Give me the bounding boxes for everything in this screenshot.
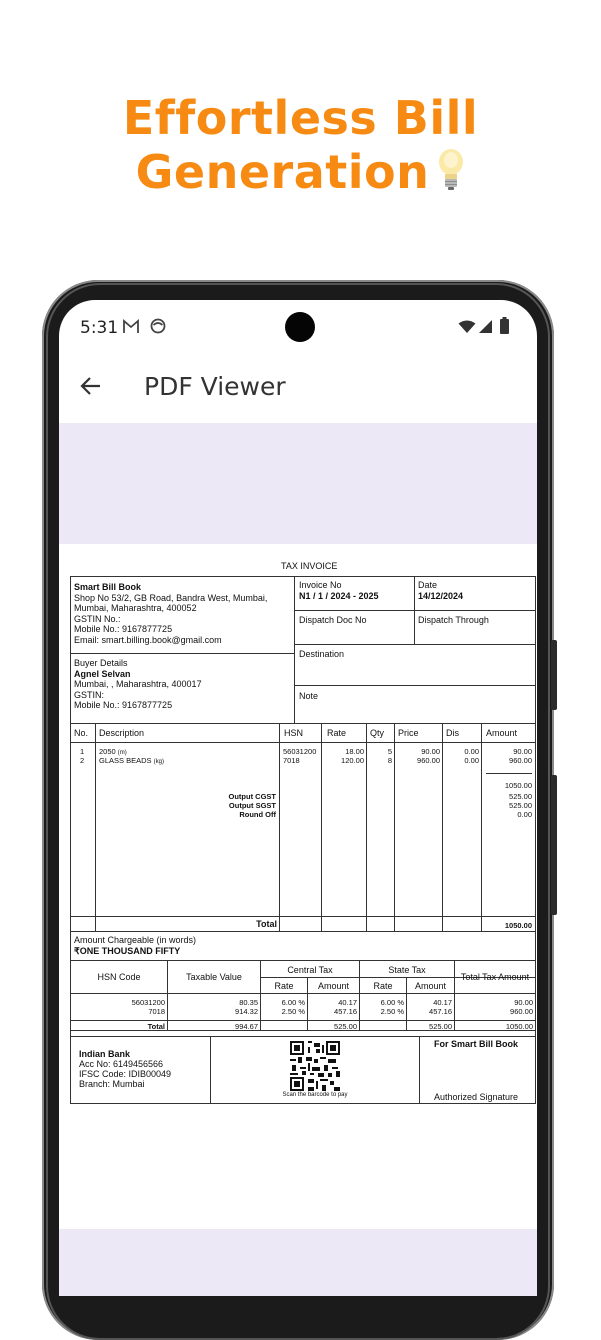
output-sgst-label: Output SGST [228,801,276,810]
seller-gstin: GSTIN No.: [74,614,121,624]
col-hsn: HSN [284,728,304,738]
output-cgst-label: Output CGST [228,792,276,801]
bank-branch: Branch: Mumbai [79,1079,145,1089]
invoice-page[interactable]: TAX INVOICE Smart Bill Book Shop No 53/2, GB Road, Bandra West, Mumbai, Mumbai, Maharashtra, 400052 GSTIN No.: Mobile No.: 9167877725 Email: smart.billing.book@gmail.com Invoice No N1 / 1 / 2024 - 2025 Date 14/12/2024 Dispatch Doc No Dispatch Through Destination Note Buyer Details Agnel Selvan Mumbai, , Maharashtra, 400017 GSTIN: Mobile No.: 9167877725 No. Description HSN Rate Qty Price Dis Amount 1 2050 (m) 56031200 18.00 5 90.00 0.00 90.00 2 GLASS BEADS (kg) 7018 120.00 8 960.00 0.00 960.00 1050.00 Output CGST 525.00 Output SGST 525.00 Round Off 0.00 Total 1050.00 Amount Chargeable (in words) ₹ONE THOUSAND FIFTY HSN Code Taxable Value Central Tax State Tax Total Tax Amount Rate Amount Rate Amount 56031200 80.35 6.00 % 40.17 6.00 % 40.17 90.00 7018 914.32 2.50 % 457.16 2.50 % 457.16 960.00 Total 994.67 525.00 525.00 1050.00 Indian Bank Acc No: 6149456566 IFSC Code: IDIB00049 Branch: Mumbai Scan the barcode to pay For Smart Bill Book Authorized Signature [59,544,537,1229]
invoice-no-label: Invoice No [299,580,342,590]
seller-email: Email: smart.billing.book@gmail.com [74,635,222,645]
front-camera [285,312,315,342]
gmail-icon [123,319,139,334]
dispatch-doc-label: Dispatch Doc No [299,615,367,625]
amount-words: ₹ONE THOUSAND FIFTY [74,946,181,956]
for-company: For Smart Bill Book [434,1039,519,1049]
amount-words-label: Amount Chargeable (in words) [74,935,197,945]
col-no: No. [74,728,89,738]
tax-taxable-value: Taxable Value [186,972,242,982]
col-qty: Qty [370,728,385,738]
tax-hsn-code: HSN Code [97,972,141,982]
status-time: 5:31 [80,318,119,338]
power-button [551,640,557,710]
buyer-mobile: Mobile No.: 9167877725 [74,700,173,710]
total: 1050.00 [504,921,532,930]
total-label: Total [256,919,277,929]
page-title: PDF Viewer [144,372,286,401]
lightbulb-icon [437,148,465,192]
battery-icon [500,317,509,334]
seller-mobile: Mobile No.: 9167877725 [74,624,173,634]
col-description: Description [99,728,145,738]
seller-name: Smart Bill Book [74,582,142,592]
col-amount: Amount [486,728,518,738]
phone-screen [59,300,537,1296]
seller-address-1: Shop No 53/2, GB Road, Bandra West, Mumbai, [74,593,268,603]
volume-button [551,775,557,915]
status-bar [59,300,537,356]
app-bar [59,356,537,422]
tax-central: Central Tax [287,965,333,975]
dispatch-through-label: Dispatch Through [418,615,489,625]
invoice-no: N1 / 1 / 2024 - 2025 [299,591,379,601]
col-rate: Rate [327,728,347,738]
bank-acc: Acc No: 6149456566 [79,1059,164,1069]
headline-line-1: Effortless Bill [122,91,479,145]
scan-text: Scan the barcode to pay [282,1092,348,1098]
buyer-label: Buyer Details [74,658,128,668]
tax-total-amount: Total Tax Amount [460,972,530,982]
tax-s-amount-head: Amount [414,981,447,991]
bank-ifsc: IFSC Code: IDIB00049 [79,1069,172,1079]
signal-icon [478,319,493,334]
round-off: 0.00 [517,810,532,819]
back-arrow-icon[interactable] [79,374,103,398]
seller-address-2: Mumbai, Maharashtra, 400052 [74,603,197,613]
subtotal: 1050.00 [504,781,532,790]
pdf-page-gap-bottom [59,1229,537,1296]
buyer-address: Mumbai, , Maharashtra, 400017 [74,679,202,689]
authorized-signature: Authorized Signature [434,1092,519,1102]
tax-c-rate-head: Rate [274,981,294,991]
invoice-date: 14/12/2024 [418,591,464,601]
note-label: Note [299,691,319,701]
tax-c-amount-head: Amount [317,981,350,991]
tax-state: State Tax [388,965,426,975]
wifi-icon [458,320,476,334]
destination-label: Destination [299,649,345,659]
output-cgst: 525.00 [509,792,532,801]
col-price: Price [398,728,419,738]
col-dis: Dis [446,728,459,738]
buyer-gstin: GSTIN: [74,690,105,700]
bank-name: Indian Bank [79,1049,131,1059]
date-label: Date [418,580,438,590]
headline-line-2-text: Generation [135,145,430,199]
notification-icon [150,318,166,334]
tax-s-rate-head: Rate [373,981,393,991]
invoice-heading: TAX INVOICE [281,561,338,571]
pdf-page-gap-top [59,423,537,544]
output-sgst: 525.00 [509,801,532,810]
round-off-label: Round Off [239,810,276,819]
headline-line-2 [0,144,601,200]
qr-code [290,1041,340,1091]
buyer-name: Agnel Selvan [74,669,131,679]
